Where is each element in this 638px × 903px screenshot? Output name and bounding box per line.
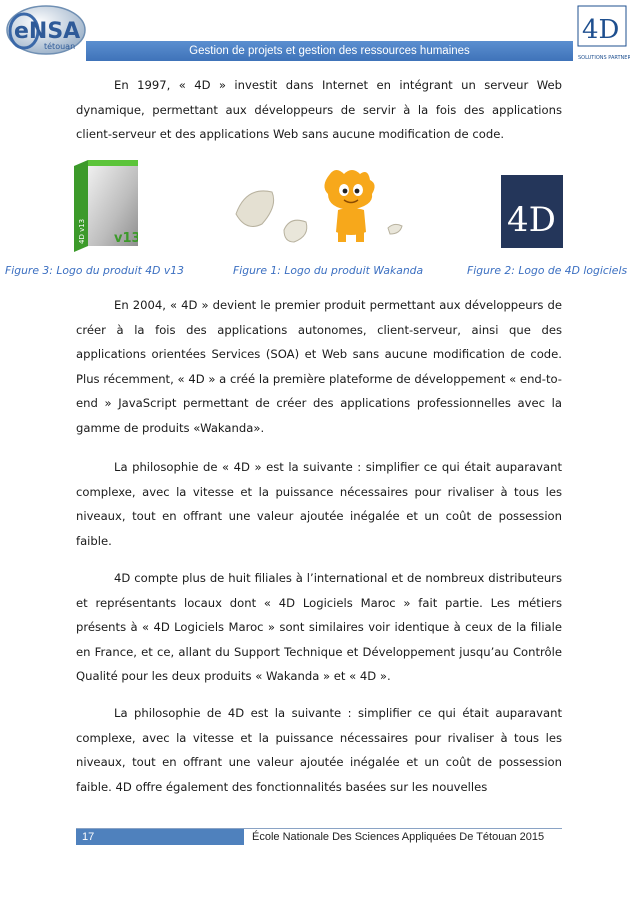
ensa-logo bbox=[6, 4, 86, 56]
figure-4d-logiciels-logo bbox=[501, 175, 563, 248]
paragraph-1 bbox=[76, 73, 562, 147]
paragraph-3-text: La philosophie de « 4D » est la suivante : simplifier ce qui était auparavant complexe, avec la vitesse et la puissance nécessaires pour rivaliser à tous les niveaux, tout en offrant une valeur ajoutée inégalée et un coût de possession faible. bbox=[76, 460, 562, 548]
4d-logiciels-logo-text: 4D bbox=[507, 200, 556, 240]
paragraph-5 bbox=[76, 701, 562, 799]
ensa-logo-subtext: tétouan bbox=[44, 42, 76, 51]
figure-2-caption: Figure 2: Logo de 4D logiciels bbox=[467, 264, 628, 277]
box-side-label: 4D v13 bbox=[78, 218, 86, 244]
page-number: 17 bbox=[76, 829, 244, 845]
header-title: Gestion de projets et gestion des ressources humaines bbox=[189, 45, 470, 57]
paragraph-2-text: En 2004, « 4D » devient le premier produit permettant aux développeurs de créer à la fois des applications autonomes, client-serveur, ainsi que des applications orientées Services (SOA) et Web sans aucune modification de code. Plus récemment, « 4D » a créé la première plateforme de développement « end-to-end » JavaScript permettant de créer des applications professionnelles avec la gamme de produits «Wakanda». bbox=[76, 298, 562, 435]
box-version-label: v13 bbox=[114, 231, 138, 246]
footer-school-name: École Nationale Des Sciences Appliquées De Tétouan 2015 bbox=[252, 831, 545, 843]
paragraph-2 bbox=[76, 293, 562, 440]
figure-3-caption: Figure 3: Logo du produit 4D v13 bbox=[5, 264, 185, 277]
header-title-bar bbox=[86, 41, 573, 61]
paragraph-3 bbox=[76, 455, 562, 553]
paragraph-4-text: 4D compte plus de huit filiales à l’international et de nombreux distributeurs et représentants locaux dont « 4D Logiciels Maroc » fait partie. Les métiers présents à « 4D Logiciels Maroc » sont similaires voir identique à ceux de la filiale en France, et ce, allant du Support Technique et Développement jusqu’au Contrôle Qualité pour les deux produits « Wakanda » et « 4D ». bbox=[76, 571, 562, 683]
paragraph-1-first-line: En 1997, « 4D » investit dans Internet en intégrant un serveur Web bbox=[114, 78, 562, 92]
paragraph-1-rest: dynamique, permettant aux développeurs de servir à la fois des applications client-serveur et des applications Web sans aucune modification de code. bbox=[76, 102, 562, 141]
4d-logo-subtext: SOLUTIONS PARTNER bbox=[578, 55, 630, 61]
figure-1-caption: Figure 1: Logo du produit Wakanda bbox=[233, 264, 424, 277]
paragraph-5-text: La philosophie de 4D est la suivante : simplifier ce qui était auparavant complexe, avec la vitesse et la puissance nécessaires pour rivaliser à tous les niveaux, tout en offrant une valeur ajoutée inégalée et un coût de possession faible. 4D offre également des fonctionnalités basées sur les nouvelles bbox=[76, 706, 562, 794]
4d-solutions-partner-logo bbox=[574, 4, 630, 66]
figure-4d-v13-box bbox=[74, 160, 138, 252]
paragraph-4 bbox=[76, 566, 562, 689]
ensa-logo-text: eNSA bbox=[14, 19, 81, 44]
4d-logo-text: 4D bbox=[582, 15, 620, 45]
figure-wakanda-mascot bbox=[232, 166, 408, 252]
